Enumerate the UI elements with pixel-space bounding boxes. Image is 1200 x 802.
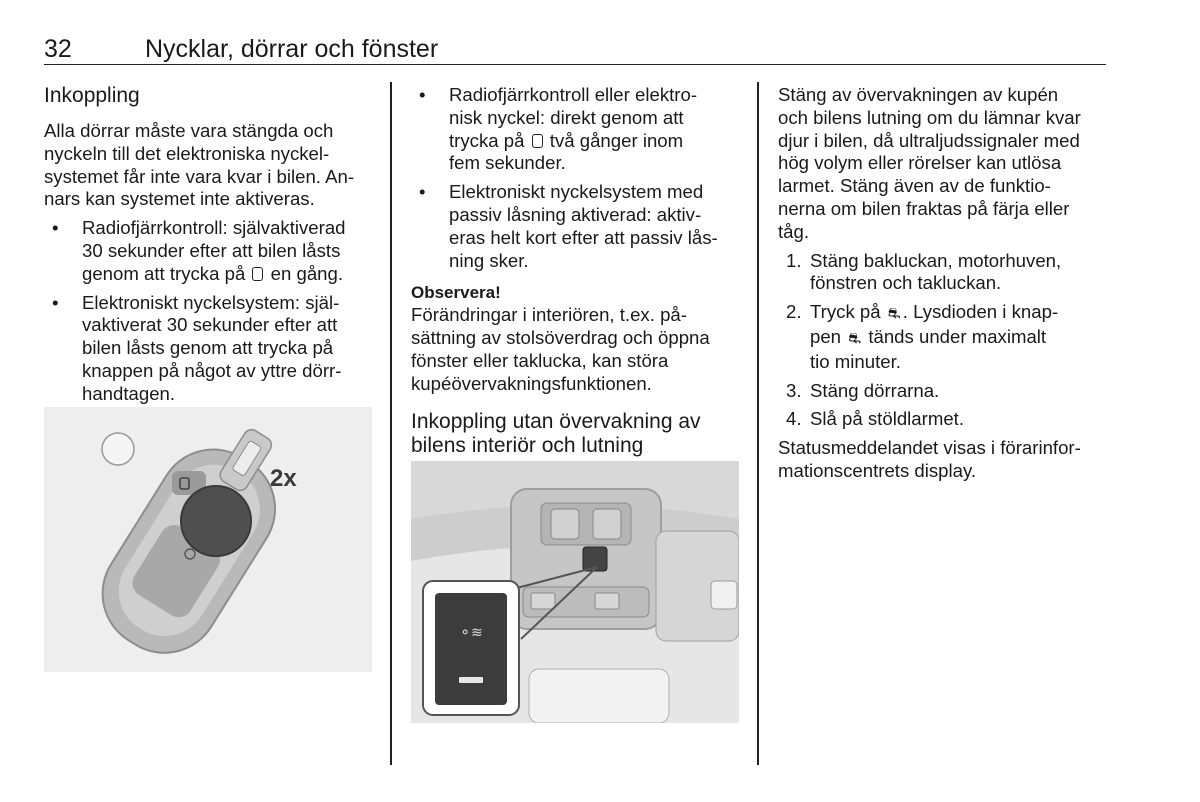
text-line: Radiofjärrkontroll: självaktiverad [82, 217, 346, 239]
text-line: fem sekunder. [449, 152, 566, 174]
note-block [411, 282, 747, 395]
bullet-item [411, 84, 747, 175]
step-number: 3. [786, 379, 802, 401]
lock-icon [532, 134, 543, 148]
figure-press-twice-label: 2x [270, 465, 297, 492]
text-line: Alla dörrar måste vara stängda och [44, 120, 334, 141]
text-line: eras helt kort efter att passiv lås- [449, 226, 718, 248]
text-line: Stäng av övervakningen av kupén [778, 84, 1059, 105]
page-number: 32 [44, 35, 72, 63]
text-line: . Lysdioden i knap- [902, 301, 1059, 323]
text-line: larmet. Stäng även av de funktio- [778, 175, 1051, 197]
text-line: passiv låsning aktiverad: aktiv- [449, 203, 702, 225]
text-line: Stäng dörrarna. [810, 379, 940, 401]
overhead-console-figure [411, 461, 739, 723]
bullet-icon: • [52, 217, 59, 239]
text-line: pen [810, 325, 842, 347]
text-line: nerna om bilen fraktas på färja eller [778, 197, 1070, 219]
intro-paragraph [778, 84, 1108, 244]
car-tilt-icon: ⛐ [848, 329, 862, 347]
step-item [778, 250, 1108, 296]
heading-line: Inkoppling utan övervakning av [411, 409, 701, 433]
section-heading-inkoppling: Inkoppling [44, 84, 140, 107]
text-line: systemet får inte vara kvar i bilen. An- [44, 165, 355, 187]
text-line: knappen på något av yttre dörr- [82, 359, 342, 381]
note-title: Observera! [411, 283, 501, 303]
text-line: nisk nyckel: direkt genom att [449, 106, 684, 128]
text-line: Slå på stöldlarmet. [810, 408, 964, 430]
text-line: Elektroniskt nyckelsystem: själ- [82, 291, 340, 313]
step-number: 4. [786, 408, 802, 430]
text-line: och bilens lutning om du lämnar kvar [778, 106, 1081, 128]
text-line: vaktiverat 30 sekunder efter att [82, 314, 338, 336]
text-line: handtagen. [82, 382, 176, 404]
heading-line: bilens interiör och lutning [411, 433, 644, 457]
page-header [44, 34, 1106, 65]
text-line: en gång. [270, 262, 344, 284]
text-line: Tryck på [810, 301, 881, 323]
text-line: djur i bilen, då ultraljudssignaler med [778, 129, 1080, 151]
text-line: Radiofjärrkontroll eller elektro- [449, 84, 698, 105]
chapter-title: Nycklar, dörrar och fönster [145, 35, 439, 63]
text-line: nyckeln till det elektroniska nyckel- [44, 142, 330, 164]
text-line: tänds under maximalt [868, 325, 1047, 347]
text-line: sättning av stolsöverdrag och öppna [411, 327, 710, 349]
text-line: Statusmeddelandet visas i förarinfor- [778, 437, 1081, 459]
step-item [778, 301, 1108, 373]
step-item [778, 408, 1108, 431]
text-line: 30 sekunder efter att bilen låsts [82, 239, 341, 261]
overhead-console-illustration [411, 461, 739, 723]
column-2 [411, 84, 747, 458]
text-line: två gånger inom [549, 129, 684, 151]
text-line: Stäng bakluckan, motorhuven, [810, 249, 1062, 271]
outro-paragraph [778, 437, 1108, 483]
key-fob-figure [44, 407, 372, 672]
bullet-icon: • [419, 181, 426, 203]
text-line: fönster eller taklucka, kan störa [411, 349, 669, 371]
text-line: kupéövervakningsfunktionen. [411, 372, 652, 394]
column-divider-2 [757, 82, 759, 765]
key-fob-illustration [44, 407, 372, 672]
bullet-icon: • [52, 291, 59, 313]
text-line: fönstren och takluckan. [810, 272, 1002, 294]
car-tilt-icon: ⚬≋ [459, 625, 483, 641]
step-number: 2. [786, 301, 802, 323]
text-line: Elektroniskt nyckelsystem med [449, 181, 704, 203]
lock-icon [252, 267, 263, 281]
column-divider-1 [390, 82, 392, 765]
column-3 [778, 84, 1108, 483]
text-line: genom att trycka på [82, 262, 246, 284]
text-line: tio minuter. [810, 350, 901, 372]
bullet-item [44, 217, 374, 285]
bullet-icon: • [419, 84, 426, 105]
text-line: mationscentrets display. [778, 459, 977, 481]
car-tilt-icon: ⛐ [887, 305, 901, 323]
text-line: Förändringar i interiören, t.ex. på- [411, 304, 687, 326]
bullet-item [44, 292, 374, 406]
text-line: nars kan systemet inte aktiveras. [44, 188, 315, 210]
note-text [411, 304, 747, 395]
intro-paragraph [44, 120, 374, 211]
bullet-item [411, 181, 747, 272]
step-item [778, 380, 1108, 403]
column-1 [44, 84, 374, 406]
text-line: trycka på [449, 129, 525, 151]
text-line: bilen låsts genom att trycka på [82, 337, 334, 359]
step-number: 1. [786, 249, 802, 271]
text-line: hög volym eller rörelser kan utlösa [778, 152, 1062, 174]
section-heading-no-monitoring [411, 410, 747, 458]
text-line: tåg. [778, 220, 810, 242]
text-line: ning sker. [449, 249, 529, 271]
